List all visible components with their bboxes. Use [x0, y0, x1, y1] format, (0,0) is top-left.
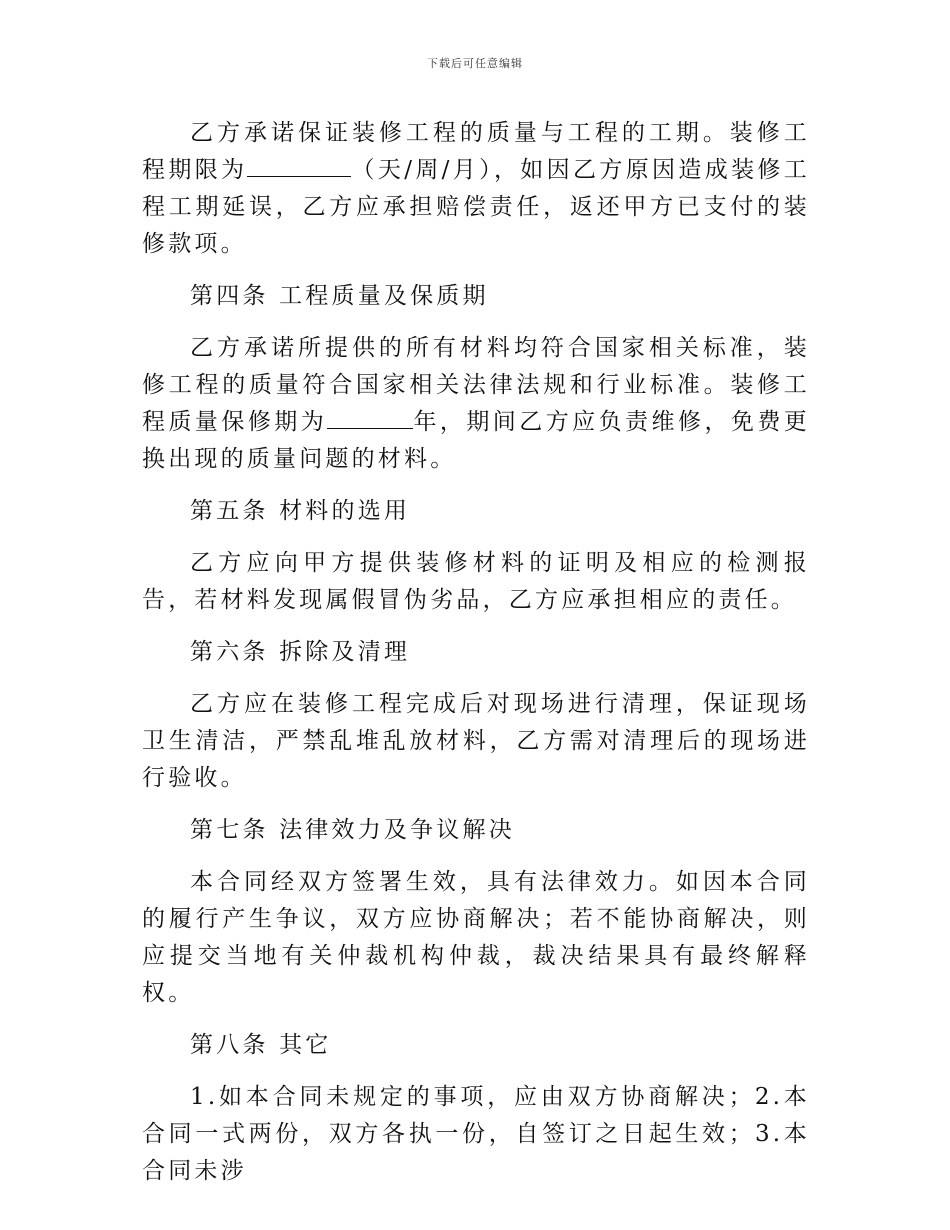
period-blank-line — [247, 152, 351, 177]
paragraph-materials: 乙方应向甲方提供装修材料的证明及相应的检测报告，若材料发现属假冒伪劣品，乙方应承担相应的责任。 — [142, 550, 810, 613]
warranty-blank-line — [327, 404, 413, 429]
section-heading-8: 第八条 其它 — [190, 1032, 332, 1058]
section-heading-5: 第五条 材料的选用 — [190, 498, 411, 524]
paragraph-text: 乙方承诺所提供的所有材料均符合国家相关标准，装修工程的质量符合国家相关法律法规和行业标准。装修工程质量保修期为 — [142, 335, 810, 435]
paragraph-text: 年，期间乙方应负责维修，免费更换出现的质量问题的材料。 — [142, 409, 811, 472]
section-heading-4: 第四条 工程质量及保质期 — [190, 283, 489, 309]
paragraph-text: （天/周/月），如因乙方原因造成装修工程工期延误，乙方应承担赔偿责任，返还甲方已支付的装修款项。 — [142, 157, 810, 257]
paragraph-cleanup: 乙方应在装修工程完成后对现场进行清理，保证现场卫生清洁，严禁乱堆乱放材料，乙方需对清理后的现场进行验收。 — [142, 691, 810, 791]
paragraph-text: 乙方承诺保证装修工程的质量与工程的工期。装修工程期限为 — [142, 120, 810, 183]
section-heading-6: 第六条 拆除及清理 — [190, 639, 411, 665]
paragraph-quality-warranty — [142, 330, 810, 478]
paragraph-other-terms: 1.如本合同未规定的事项，应由双方协商解决；2.本合同一式两份，双方各执一份，自签订之日起生效；3.本合同未涉 — [142, 1084, 810, 1184]
paragraph-construction-period — [142, 115, 810, 263]
document-body — [142, 115, 810, 1205]
section-heading-7: 第七条 法律效力及争议解决 — [190, 817, 515, 843]
paragraph-legal-effect: 本合同经双方签署生效，具有法律效力。如因本合同的履行产生争议，双方应协商解决；若不能协商解决，则应提交当地有关仲裁机构仲裁，裁决结果具有最终解释权。 — [142, 869, 810, 1006]
page-header: 下载后可任意编辑 — [427, 57, 523, 70]
